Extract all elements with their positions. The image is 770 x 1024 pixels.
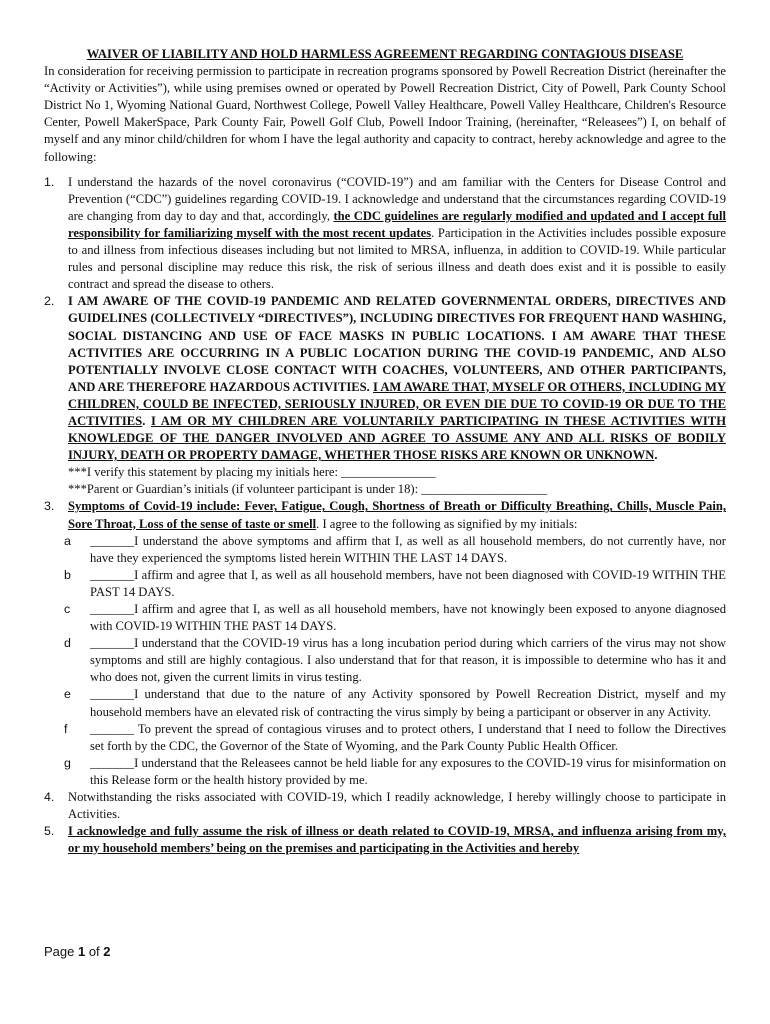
item-number: 2. xyxy=(44,294,55,309)
acknowledgement-item[interactable] xyxy=(44,601,726,635)
acknowledgement-text: _______I understand that the COVID-19 virus has a long incubation period during which carriers of the virus may not show symptoms and still are highly contagious. I also understand that for that reason, it is impossible to determine who has it and who does not, given the current limits in virus testing. xyxy=(90,636,726,685)
list-item-2 xyxy=(44,293,726,498)
item-number: 4. xyxy=(44,790,55,805)
acknowledgement-letter: f xyxy=(64,721,68,736)
item-number: 1. xyxy=(44,174,55,189)
item-3-text-b: . I agree to the following as signified by my initials: xyxy=(316,516,578,531)
item-1-text-c: . Participation in the Activities includes possible exposure to and illness from infectious diseases including but not limited to MRSA, influenza, in addition to COVID-19. While particular rules and personal discipline may reduce this risk, the risk of serious illness and death does exist and it is possible to easily contract and spread the disease to others. xyxy=(68,225,726,292)
list-item-3 xyxy=(44,498,726,532)
page-of-label: of xyxy=(85,944,104,959)
item-number: 3. xyxy=(44,499,55,514)
document-title: WAIVER OF LIABILITY AND HOLD HARMLESS AGREEMENT REGARDING CONTAGIOUS DISEASE xyxy=(86,47,684,61)
agreement-list xyxy=(44,174,726,858)
item-1-text-a: I understand the hazards of the novel coronavirus (“COVID-19”) and am familiar with the Centers for Disease Control and Prevention (“CDC”) guidelines regarding COVID-19. I acknowledge and understand that the circumstances regarding COVID-19 are changing from day to day and that, accordingly, xyxy=(68,174,726,223)
list-item-1 xyxy=(44,174,726,294)
acknowledgement-text: _______I affirm and agree that I, as well as all household members, have not knowingly been exposed to anyone diagnosed with COVID-19 WITHIN THE PAST 14 DAYS. xyxy=(90,602,726,634)
guardian-initials-line[interactable]: ***Parent or Guardian’s initials (if volunteer participant is under 18): ____________________ xyxy=(68,482,548,497)
acknowledgement-text: _______I understand the above symptoms and affirm that I, as well as all household members, do not currently have, nor have they experienced the symptoms listed herein WITHIN THE LAST 14 DAYS. xyxy=(90,533,726,565)
acknowledgement-item[interactable] xyxy=(44,686,726,720)
item-5-text: I acknowledge and fully assume the risk of illness or death related to COVID-19, MRSA, and influenza arising from my, or my household members’ being on the premises and participating in the Activities and hereby xyxy=(68,824,726,856)
acknowledgement-letter: g xyxy=(64,755,71,770)
acknowledgement-letter: b xyxy=(64,567,71,582)
waiver-document xyxy=(44,46,726,857)
item-2-text-e: . xyxy=(654,448,658,463)
symptoms-heading: Symptoms of Covid-19 include: Fever, Fatigue, Cough, Shortness of Breath or Difficulty Breathing, Chills, Muscle Pain, Sore Throat, Loss of the sense of taste or smell xyxy=(68,499,726,531)
acknowledgement-letter: d xyxy=(64,636,71,651)
acknowledgement-letter: a xyxy=(64,533,71,548)
item-2-emphasis-2: I AM OR MY CHILDREN ARE VOLUNTARILY PARTICIPATING IN THESE ACTIVITIES WITH KNOWLEDGE OF THE DANGER INVOLVED AND AGREE TO ASSUME ANY AND ALL RISKS OF BODILY INJURY, DEATH OR PROPERTY DAMAGE, WHETHER THOSE RISKS ARE KNOWN OR UNKNOWN xyxy=(68,413,726,463)
acknowledgement-item[interactable] xyxy=(44,567,726,601)
item-2-text-c: . xyxy=(142,413,151,428)
acknowledgement-item[interactable] xyxy=(44,533,726,567)
page-number: 1 xyxy=(77,944,86,959)
item-2-text-a: I AM AWARE OF THE COVID-19 PANDEMIC AND RELATED GOVERNMENTAL ORDERS, DIRECTIVES AND GUIDELINES (COLLECTIVELY “DIRECTIVES”), INCLUDING DIRECTIVES FOR FREQUENT HAND WASHING, SOCIAL DISTANCING AND USE OF FACE MASKS IN PUBLIC LOCATIONS. I AM AWARE THAT THESE ACTIVITIES ARE OCCURRING IN A PUBLIC LOCATION DURING THE COVID-19 PANDEMIC, AND ALSO POTENTIALLY INVOLVE CLOSE CONTACT WITH COACHES, VOLUNTEERS, AND OTHER PARTICIPANTS, AND ARE THEREFORE HAZARDOUS ACTIVITIES. xyxy=(68,294,726,394)
list-item-4 xyxy=(44,789,726,823)
list-item-5 xyxy=(44,823,726,857)
acknowledgement-item[interactable] xyxy=(44,755,726,789)
item-1-emphasis: the CDC guidelines are regularly modified and updated and I accept full responsibility for familiarizing myself with the most recent updates xyxy=(68,208,726,240)
acknowledgement-item[interactable] xyxy=(44,721,726,755)
acknowledgement-item[interactable] xyxy=(44,635,726,686)
item-2-emphasis-1: I AM AWARE THAT, MYSELF OR OTHERS, INCLUDING MY CHILDREN, COULD BE INFECTED, SERIOUSLY INJURED, OR EVEN DIE DUE TO COVID-19 OR DUE TO THE ACTIVITIES xyxy=(68,379,726,428)
acknowledgement-text: _______ To prevent the spread of contagious viruses and to protect others, I understand that I need to follow the Directives set forth by the CDC, the Governor of the State of Wyoming, and the Park County Public Health Officer. xyxy=(90,721,726,753)
symptom-acknowledgements xyxy=(44,533,726,789)
page-label: Page xyxy=(44,944,78,959)
item-4-text: Notwithstanding the risks associated with COVID-19, which I readily acknowledge, I hereby willingly choose to participate in Activities. xyxy=(68,790,726,822)
acknowledgement-text: _______I affirm and agree that I, as well as all household members, have not been diagnosed with COVID-19 WITHIN THE PAST 14 DAYS. xyxy=(90,567,726,599)
acknowledgement-letter: e xyxy=(64,687,71,702)
item-2-caps-text xyxy=(68,293,726,464)
page-footer xyxy=(44,944,111,959)
initials-verify-line[interactable]: ***I verify this statement by placing my initials here: _______________ xyxy=(68,465,436,480)
acknowledgement-text: _______I understand that the Releasees cannot be held liable for any exposures to the COVID-19 virus for misinformation on this Release form or the health history provided by me. xyxy=(90,755,726,787)
intro-paragraph: In consideration for receiving permission to participate in recreation programs sponsored by Powell Recreation District (hereinafter the “Activity or Activities”), while using premises owned or operated by Powell Recreation District, City of Powell, Park County School District No 1, Wyoming National Guard, Northwest College, Powell Valley Healthcare, Powell Valley Healthcare, Children's Resource Center, Powell MakerSpace, Park County Fair, Powell Golf Club, Powell Indoor Training, (hereinafter, “Releasees”) I, on behalf of myself and any minor child/children for whom I have the legal authority and capacity to contract, hereby acknowledge and agree to the following: xyxy=(44,64,726,164)
page-total: 2 xyxy=(103,944,111,959)
acknowledgement-text: _______I understand that due to the nature of any Activity sponsored by Powell Recreation District, myself and my household members have an elevated risk of contracting the virus simply by being a participant or observer in any Activity. xyxy=(90,687,726,719)
acknowledgement-letter: c xyxy=(64,602,71,616)
item-number: 5. xyxy=(44,824,55,839)
